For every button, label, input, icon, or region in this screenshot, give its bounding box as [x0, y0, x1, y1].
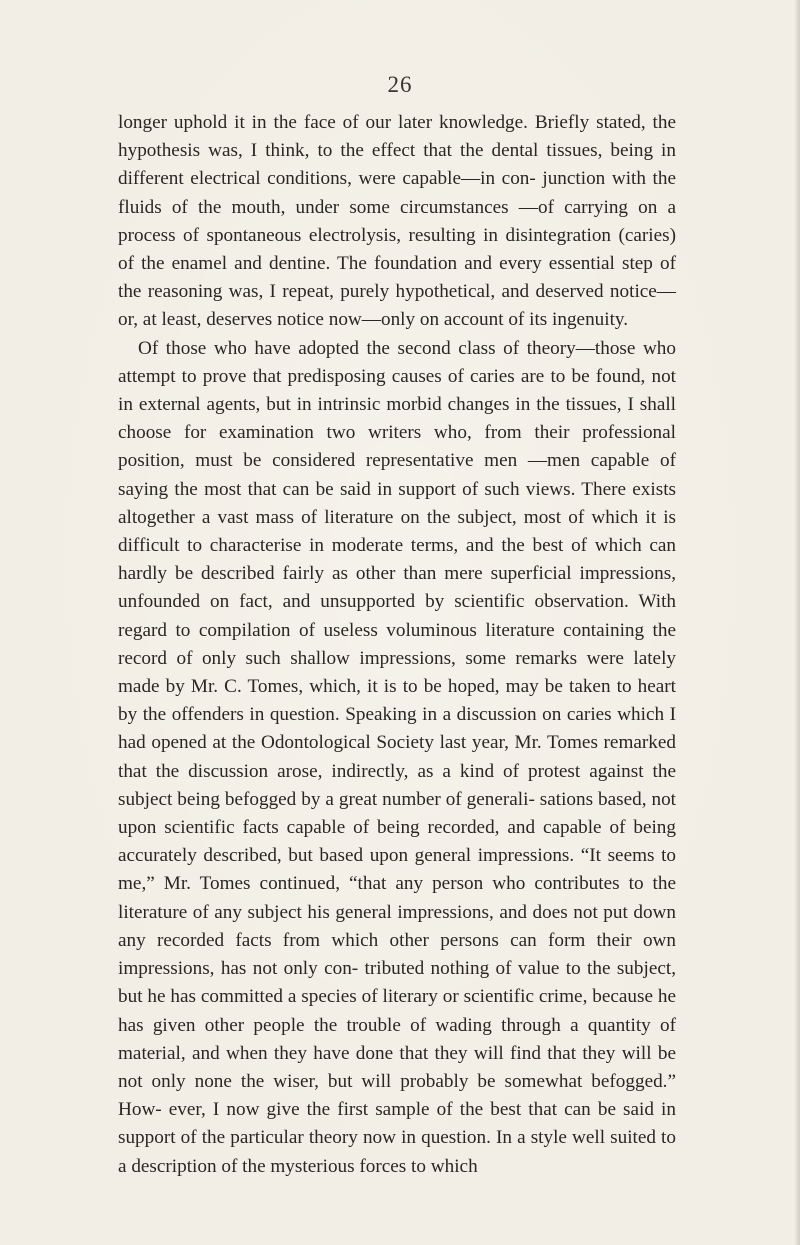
paragraph-1: longer uphold it in the face of our later knowledge. Briefly stated, the hypothesis was, I think, to the effect that the dental tissues, being in different electrical conditions, were capable—in con- junction with the fluids of the mouth, under some circumstances —of carrying on a process of spontaneous electrolysis, resulting in disintegration (caries) of the enamel and dentine. The foundation and every essential step of the reasoning was, I repeat, purely hypothetical, and deserved notice—or, at least, deserves notice now—only on account of its ingenuity. [118, 112, 676, 331]
body-text [118, 109, 676, 1181]
page-edge-shadow [794, 0, 800, 1245]
page-number: 26 [387, 72, 413, 97]
paragraph-2: Of those who have adopted the second class of theory—those who attempt to prove that predisposing causes of caries are to be found, not in external agents, but in intrinsic morbid changes in the tissues, I shall choose for examination two writers who, from their professional position, must be considered representative men —men capable of saying the most that can be said in support of such views. There exists altogether a vast mass of literature on the subject, most of which it is difficult to characterise in moderate terms, and the best of which can hardly be described fairly as other than mere superficial impressions, unfounded on fact, and unsupported by scientific observation. With regard to compilation of useless voluminous literature containing the record of only such shallow impressions, some remarks were lately made by Mr. C. Tomes, which, it is to be hoped, may be taken to heart by the offenders in question. Speaking in a discussion on caries which I had opened at the Odontological Society last year, Mr. Tomes remarked that the discussion arose, indirectly, as a kind of protest against the subject being befogged by a great number of generali- sations based, not upon scientific facts capable of being recorded, and capable of being accurately described, but based upon general impressions. “It seems to me,” Mr. Tomes continued, “that any person who contributes to the literature of any subject his general impressions, and does not put down any recorded facts from which other persons can form their own impressions, has not only con- tributed nothing of value to the subject, but he has committed a species of literary or scientific crime, because he has given other people the trouble of wading through a quantity of material, and when they have done that they will find that they will be not only none the wiser, but will probably be somewhat befogged.” How- ever, I now give the first sample of the best that can be said in support of the particular theory now in question. In a style well suited to a description of the mysterious forces to which [118, 337, 676, 1177]
